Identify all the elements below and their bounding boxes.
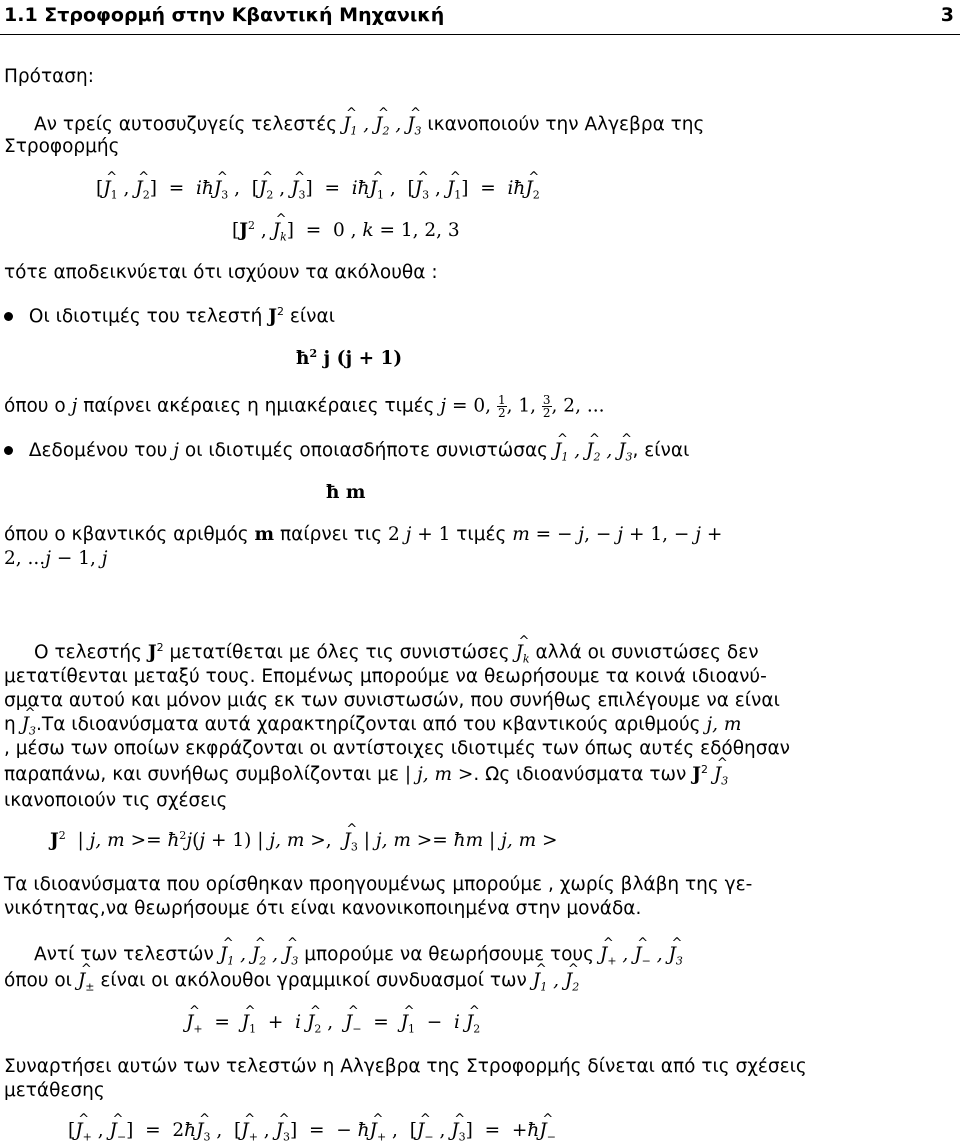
proposition-label: Πρόταση: (4, 66, 94, 87)
bullet-icon (4, 312, 13, 321)
equation-commutators: [^ $J_1$ , ^ $J_2$] = iħ^ $J_3$ , [^ $J_2$ , ^ $J_3$] = iħ^ $J_1$ , [^ $J_3$ , ^ $J_1$] = iħ^ $J_2$ (96, 178, 540, 200)
para-1-line-3: σματα αυτού και μόνον μιάς εκ των συνιστωσών, που συνήθως επιλέγουμε να είναι (4, 690, 780, 711)
para-1-line-1: Ο τελεστής $J^2$ μετατίθεται με όλες τις συνιστώσες ^ $J_k$ αλλά οι συνιστώσες δεν (34, 642, 759, 664)
bullet-1-where: όπου ο j παίρνει ακέραιες η ημιακέραιες τιμές j = 0, $\frac{1}{2}$ , 1, $\frac{3}{2}$ , 2, ... (4, 393, 605, 420)
bullet-2: Δεδομένου του j οι ιδιοτιμές οποιασδήποτε συνιστώσας ^ $J_1$ , ^ $J_2$ , ^ $J_3$, είναι (4, 440, 689, 462)
equation-casimir: [$J^2$ , ^ $J_k] = 0$ , k = 1, 2, 3 (232, 220, 460, 242)
equation-eigenvalue-m: ħ m (326, 482, 366, 503)
header-rule (0, 34, 960, 35)
equation-ladder-commutators: [^ $J_+$ , ^ $J_-$] = 2ħ^ $J_3$ , [^ $J_+$ , ^ $J_3$] = − ħ^ $J_+$ , [^ $J_-$ , ^ $J_3$] = +ħ^ $J_-$ (68, 1120, 556, 1142)
proposition-line-2: Στροφορμής (4, 136, 120, 157)
proposition-conclusion: τότε αποδεικνύεται ότι ισχύουν τα ακόλουθα : (4, 262, 438, 283)
para-3-line-1: Αντί των τελεστών ^ $J_1$ , ^ $J_2$ , ^ $J_3$ μπορούμε να θεωρήσουμε τους ^ $J_+$ , ^ $J_-$ , ^ $J_3$ (34, 944, 683, 966)
section-title: 1.1 Στροφορμή στην Κβαντική Μηχανική (4, 4, 445, 26)
para-2-line-2: νικότητας,να θεωρήσουμε ότι είναι κανονικοποιημένα στην μονάδα. (4, 898, 642, 919)
para-1-line-6: παραπάνω, και συνήθως συμβολίζονται με | j, m >. Ως ιδιοανύσματα των $J^2$ ^ $J_3$ (4, 764, 728, 786)
proposition-line-1: Αν τρείς αυτοσυζυγείς τελεστές ^ $J_1$ , ^ $J_2$ , ^ $J_3$ ικανοποιούν την Αλγεβρα της (34, 114, 704, 136)
para-1-line-5: , μέσω των οποίων εκφράζονται οι αντίστοιχες ιδιοτιμές των όπως αυτές εδόθησαν (4, 738, 791, 759)
bullet-1: Οι ιδιοτιμές του τελεστή $J^2$ είναι (4, 306, 335, 328)
page-number: 3 (940, 4, 954, 26)
para-3-line-2: όπου οι ^ $J_\pm$ είναι οι ακόλουθοι γραμμικοί συνδυασμοί των ^ $J_1$ , ^ $J_2$ (4, 970, 579, 992)
para-2-line-1: Τα ιδιοανύσματα που ορίσθηκαν προηγουμένως μπορούμε , χωρίς βλάβη της γε- (4, 874, 753, 895)
bullet-icon (4, 446, 13, 455)
equation-ladder-operators: ^ $J_+$ = ^ $J_1 + i$ ^ $J_2$ , ^ $J_-$ = ^ $J_1 - i$ ^ $J_2$ (186, 1012, 480, 1034)
running-header (0, 0, 960, 36)
para-1-line-2: μετατίθενται μεταξύ τους. Επομένως μπορούμε να θεωρήσουμε τα κοινά ιδιοανύ- (4, 666, 767, 687)
equation-eigen-relations: $J^2$ | j, $m >= ħ^2j(j + 1)$ | j, m >, ^ $J_3$ | j, m >= ħm | j, m > (50, 830, 558, 852)
bullet-2-where-2: 2, ...j − 1, j (4, 548, 108, 569)
para-4-line-1: Συναρτήσει αυτών των τελεστών η Αλγεβρα της Στροφορμής δίνεται από τις σχέσεις (4, 1056, 807, 1077)
equation-eigenvalue-j: $ħ^2$ j (j + 1) (296, 346, 403, 369)
para-1-line-7: ικανοποιούν τις σχέσεις (4, 790, 228, 811)
bullet-2-where-1: όπου ο κβαντικός αριθμός m παίρνει τις 2 j + 1 τιμές m = − j, − j + 1, − j + (4, 524, 723, 545)
para-1-line-4: η ^ $J_3.T\alpha$ ιδιοανύσματα αυτά χαρακτηρίζονται από του κβαντικούς αριθμούς j, m (4, 714, 741, 736)
para-4-line-2: μετάθεσης (4, 1080, 105, 1101)
